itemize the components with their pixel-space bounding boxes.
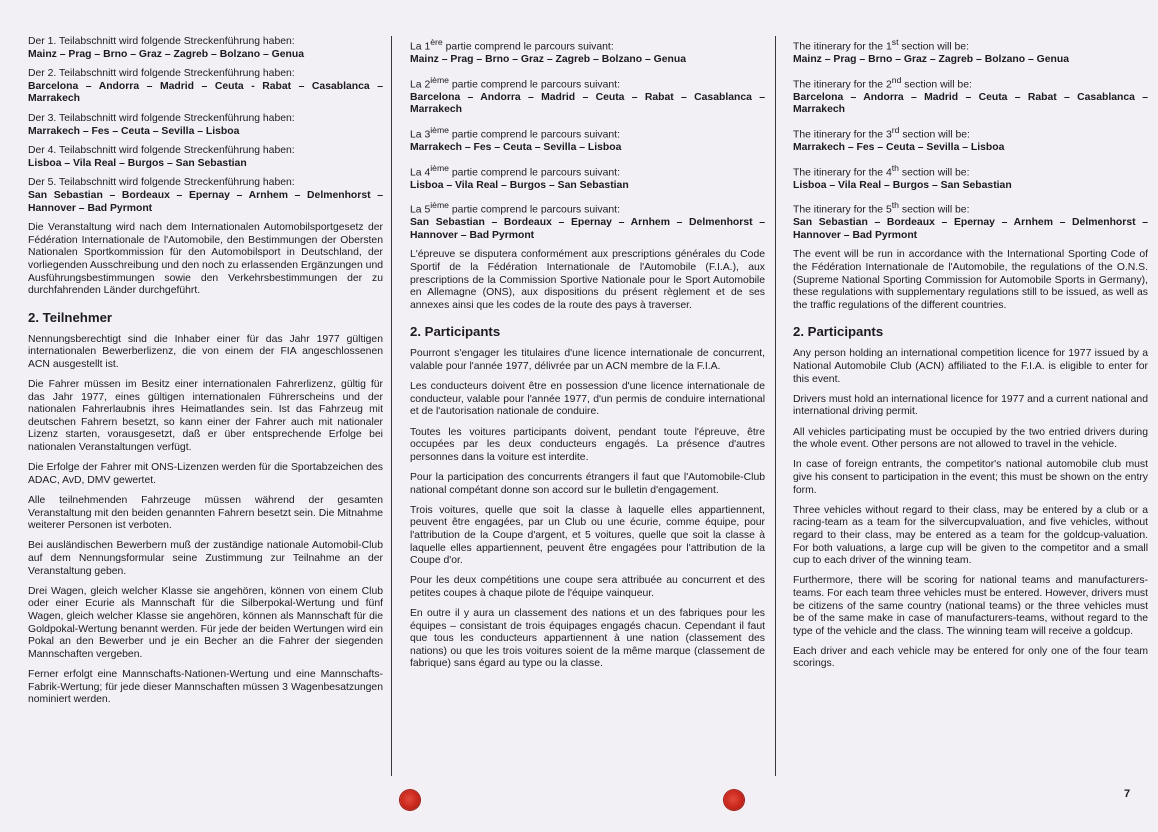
english-column <box>793 36 1148 679</box>
section-intro: The itinerary for the 2nd section will be: <box>793 74 972 91</box>
body-paragraph: Drei Wagen, gleich welcher Klasse sie angehören, können von einem Club oder einer Ecurie als Mannschaft für die Silberpokal-Wertung und fünf Wagen, gleich welcher Klasse sie angehören, können als Mannschaft für die Goldpokal-Wertung benannt werden. Für jede der beiden Wertungen wird ein Pokal an den Bewerber und je ein Becher an die Fahrer der siegenden Mannschaften vergeben. <box>28 585 383 660</box>
section-intro: The itinerary for the 5th section will be: <box>793 200 970 216</box>
section-route: Marrakech – Fes – Ceuta – Sevilla – Lisboa <box>793 141 1005 153</box>
section-route: Lisboa – Vila Real – Burgos – San Sebastian <box>410 179 629 191</box>
section-intro: La 1ère partie comprend le parcours suivant: <box>410 37 614 53</box>
section-intro: La 3ième partie comprend le parcours suivant: <box>410 124 620 141</box>
section-intro: Der 5. Teilabschnitt wird folgende Streckenführung haben: <box>28 177 295 189</box>
body-paragraph: Bei ausländischen Bewerbern muß der zuständige nationale Automobil-Club auf dem Nennungsformular seine Zustimmung zur Teilnahme an der Veranstaltung geben. <box>28 540 383 577</box>
body-paragraph: Pour les deux compétitions une coupe sera attribuée au concurrent et des petites coupes à chaque pilote de l'équipe vainqueur. <box>410 575 765 599</box>
itinerary-section <box>793 124 1148 155</box>
body-paragraph: Die Fahrer müssen im Besitz einer internationalen Fahrerlizenz, gültig für das Jahr 1977, eines gültigen internationalen Führerscheins und der nationalen Fahrerlaubnis ihres Heimatlandes sein. Ist das Fahrzeug mit deutschen Fahrern besetzt, so kann einer der Fahrer auch mit nationaler Lizenz starten, vorausgesetzt, daß er über entsprechende Erfolge bei nationalen Veranstaltungen verfügt. <box>28 379 383 454</box>
event-paragraph: L'épreuve se disputera conformément aux prescriptions générales du Code Sportif de la Fédération Internationale de l'Automobile (F.I.A.), aux prescriptions de la Commission Sportive Nationale pour le Sport Automobile en Allemagne (ONS), aux dispositions du présent règlement et de ses annexes ainsi que les codes de la route des pays à traverser. <box>410 249 765 311</box>
section-intro: Der 4. Teilabschnitt wird folgende Streckenführung haben: <box>28 145 295 157</box>
body-paragraph: Any person holding an international competition licence for 1977 issued by a National Automobile Club (ACN) affiliated to the F.I.A. is eligible to enter for this event. <box>793 348 1148 385</box>
body-paragraph: In case of foreign entrants, the competitor's national automobile club must give his consent to participation in the event; this must be shown on the entry form. <box>793 459 1148 496</box>
body-paragraph: Each driver and each vehicle may be entered for only one of the four team scorings. <box>793 645 1148 670</box>
itinerary-section <box>410 74 765 117</box>
itinerary-section <box>793 36 1148 67</box>
section-heading: 2. Participants <box>410 324 501 340</box>
punch-hole-right <box>724 790 744 810</box>
page-number: 7 <box>1124 788 1131 800</box>
section-heading: 2. Participants <box>793 324 884 340</box>
section-route: San Sebastian – Bordeaux – Epernay – Arnhem – Delmenhorst – Hannover – Bad Pyrmont <box>793 217 1148 241</box>
section-route: Marrakech – Fes – Ceuta – Sevilla – Lisboa <box>410 141 622 153</box>
section-route: Barcelona – Andorra – Madrid – Ceuta - Rabat – Casablanca – Marrakech <box>28 80 383 105</box>
section-route: Marrakech – Fes – Ceuta – Sevilla – Lisboa <box>28 125 240 137</box>
section-route: Barcelona – Andorra – Madrid – Ceuta – Rabat – Casablanca – Marrakech <box>410 91 765 116</box>
body-paragraph: Toutes les voitures participants doivent, pendant toute l'épreuve, être occupées par les deux conducteurs engagés. La présence d'autres personnes dans la voiture est interdite. <box>410 426 765 463</box>
section-route: Mainz – Prag – Brno – Graz – Zagreb – Bolzano – Genua <box>793 54 1070 66</box>
section-intro: The itinerary for the 4th section will be: <box>793 162 970 179</box>
body-paragraph: Three vehicles without regard to their class, may be entered by a club or a racing-team as a team for the silvercupvaluation, and five vehicles, without regard to their class, may be entered as a team for the goldcup-valuation. For both valuations, a large cup will be given to the competitor and a small cup to each driver of the winning team. <box>793 504 1148 567</box>
body-paragraph: All vehicles participating must be occupied by the two entried drivers during the whole event. Other persons are not allowed to travel in the vehicle. <box>793 426 1148 451</box>
itinerary-section <box>28 145 383 170</box>
body-paragraph: Die Erfolge der Fahrer mit ONS-Lizenzen werden für die Sportabzeichen des ADAC, AvD, DMV gewertet. <box>28 462 383 486</box>
section-intro: Der 2. Teilabschnitt wird folgende Streckenführung haben: <box>28 68 295 80</box>
section-intro: La 4ième partie comprend le parcours suivant: <box>410 162 620 179</box>
section-intro: La 5ième partie comprend le parcours suivant: <box>410 200 620 216</box>
body-paragraph: Pourront s'engager les titulaires d'une licence internationale de concurrent, valable pour l'année 1977, délivrée par un ACN membre de la F.I.A. <box>410 348 765 373</box>
itinerary-section <box>28 177 383 215</box>
section-intro: The itinerary for the 3rd section will be: <box>793 124 970 141</box>
itinerary-section <box>410 199 765 242</box>
section-intro: Der 1. Teilabschnitt wird folgende Streckenführung haben: <box>28 36 295 47</box>
itinerary-section <box>410 162 765 193</box>
section-route: Barcelona – Andorra – Madrid – Ceuta – Rabat – Casablanca – Marrakech <box>793 91 1148 116</box>
section-route: San Sebastian – Bordeaux – Epernay – Arnhem – Delmenhorst – Hannover – Bad Pyrmont <box>410 217 765 241</box>
column-divider <box>775 36 776 776</box>
body-paragraph: Ferner erfolgt eine Mannschafts-Nationen-Wertung und eine Mannschafts-Fabrik-Wertung; für jede dieser Mannschaften müssen 3 Wagenbesatzungen nominiert werden. <box>28 668 383 706</box>
section-heading: 2. Teilnehmer <box>28 309 113 325</box>
section-route: Lisboa – Vila Real – Burgos – San Sebastian <box>28 157 247 169</box>
body-paragraph: En outre il y aura un classement des nations et un des fabriques pour les équipes – consistant de trois équipages engagés chacun. Cependant il faut que tous les conducteurs appartiennent à une nation (classement des nations) ou que les trois voitures soient de la même marque (classement de fabrique) sans égard au type ou la classe. <box>410 608 765 670</box>
body-paragraph: Alle teilnehmenden Fahrzeuge müssen während der gesamten Veranstaltung mit den beiden genannten Fahrern besetzt sein. Die Mitnahme weiterer Personen ist verboten. <box>28 495 383 532</box>
itinerary-section <box>410 124 765 155</box>
punch-hole-left <box>400 790 420 810</box>
itinerary-section <box>28 36 383 61</box>
body-paragraph: Les conducteurs doivent être en possession d'une licence internationale de conducteur, valable pour l'année 1977, d'un permis de conduire international et de l'autorisation nationale de conduire. <box>410 381 765 418</box>
section-route: Mainz – Prag – Brno – Graz – Zagreb – Bolzano – Genua <box>410 54 687 66</box>
body-paragraph: Pour la participation des concurrents étrangers il faut que l'Automobile-Club national compétant donne son accord sur le bulletin d'engagement. <box>410 471 765 496</box>
itinerary-section <box>28 113 383 138</box>
section-intro: The itinerary for the 1st section will be: <box>793 37 969 53</box>
german-column <box>28 36 383 714</box>
itinerary-section <box>28 68 383 106</box>
french-column <box>410 36 765 679</box>
section-intro: La 2ième partie comprend le parcours suivant: <box>410 74 620 91</box>
itinerary-section <box>410 36 765 67</box>
section-route: Lisboa – Vila Real – Burgos – San Sebastian <box>793 179 1012 191</box>
body-paragraph: Nennungsberechtigt sind die Inhaber einer für das Jahr 1977 gültigen internationalen Bewerberlizenz, die von einem der FIA angeschlossenen ACN ausgestellt ist. <box>28 333 383 370</box>
section-route: San Sebastian – Bordeaux – Epernay – Arnhem – Delmenhorst – Hannover – Bad Pyrmont <box>28 189 383 214</box>
itinerary-section <box>793 162 1148 193</box>
event-paragraph: Die Veranstaltung wird nach dem Internationalen Automobilsportgesetz der Fédération Internationale de l'Automobile, den Bestimmungen der Obersten Nationalen Sportkommission für den Automobilsport in Deutschland, der vorliegenden Ausschreibung und den noch zu erlassenden Ergänzungen und Ausführungsbestimmungen sowie den Verkehrsbestimmungen der zu durchfahrenden Länder durchgeführt. <box>28 222 383 297</box>
body-paragraph: Trois voitures, quelle que soit la classe à laquelle elles appartiennent, peuvent être engagées, par un Club ou une écurie, comme équipe, pour l'attribution de la Coupe d'argent, et 5 voitures, quelle que soit la classe à laquelle elles appartiennent, peuvent être engagées pour l'attribution de la Coupe d'or. <box>410 504 765 567</box>
itinerary-section <box>793 74 1148 117</box>
section-intro: Der 3. Teilabschnitt wird folgende Streckenführung haben: <box>28 112 295 124</box>
event-paragraph: The event will be run in accordance with the International Sporting Code of the Fédération Internationale de l'Automobile, the regulations of the O.N.S. (Supreme National Sporting Commission for Automobile Sports in Germany), these regulations with supplementary regulations still to be issued, as well as the traffic regulations of the different countries. <box>793 249 1148 311</box>
body-paragraph: Furthermore, there will be scoring for national teams and manufacturers-teams. For each team three vehicles must be entered. However, drivers must be citizens of the same country (national teams) or the three vehicles must be of the same make in case of manufacturers-teams, without regard to the type of the vehicle and the class. The winning team will receive a goldcup. <box>793 575 1148 637</box>
section-route: Mainz – Prag – Brno – Graz – Zagreb – Bolzano – Genua <box>28 48 305 60</box>
body-paragraph: Drivers must hold an international licence for 1977 and a current national and international driving permit. <box>793 393 1148 418</box>
itinerary-section <box>793 199 1148 242</box>
column-divider <box>391 36 392 776</box>
